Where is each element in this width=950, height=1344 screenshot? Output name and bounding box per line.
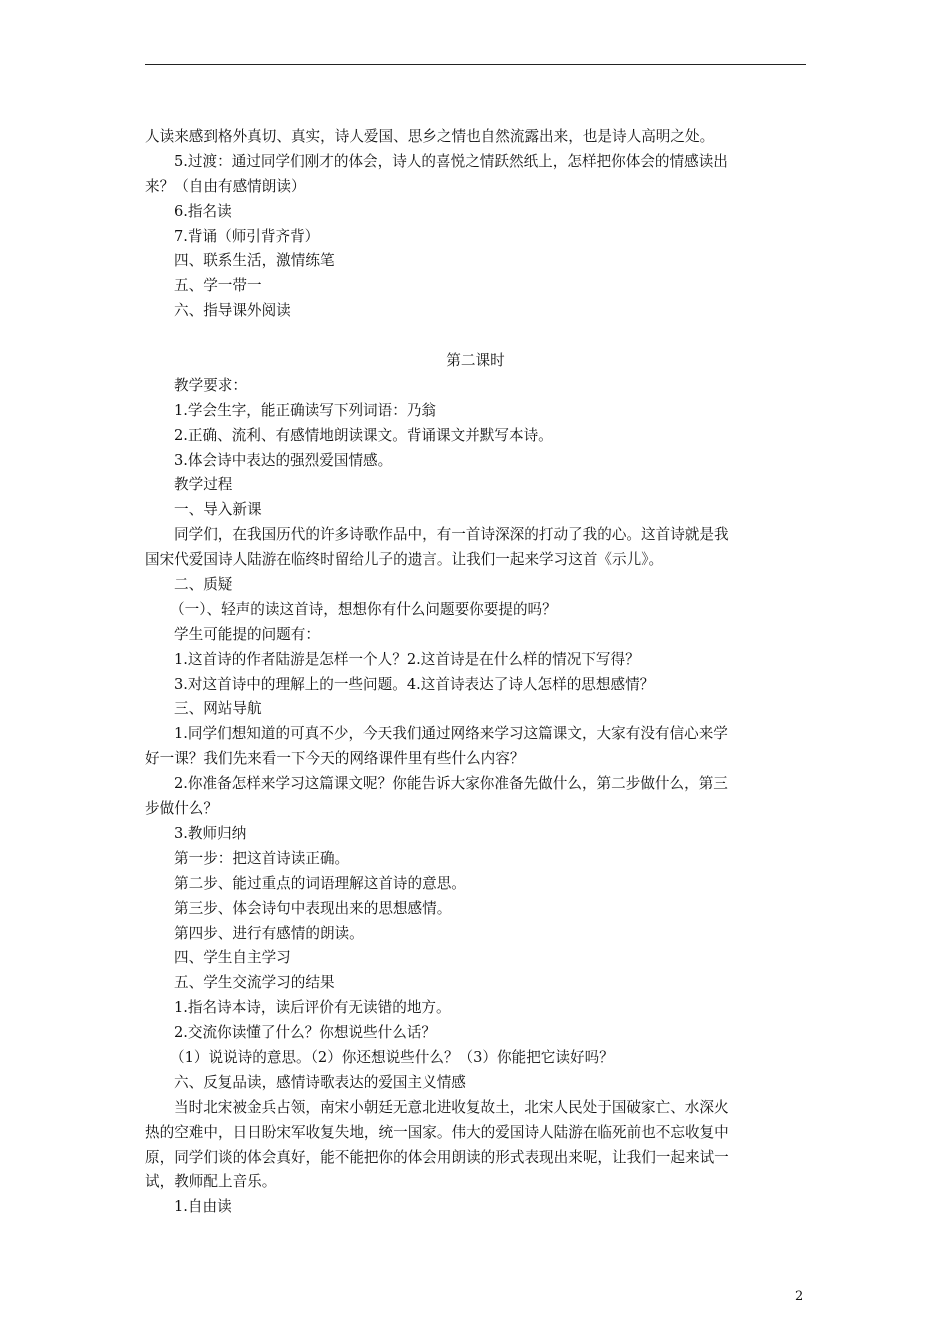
body-line: 六、指导课外阅读 (174, 302, 291, 320)
body-line: 步做什么？ (145, 800, 218, 818)
body-line: （一）、轻声的读这首诗，想想你有什么问题要你要提的吗？ (170, 600, 557, 618)
body-line: 五、学一带一 (174, 277, 262, 295)
body-line: 一、导入新课 (174, 501, 262, 519)
body-line: 国宋代爱国诗人陆游在临终时留给儿子的遗言。让我们一起来学习这首《示儿》。 (145, 551, 664, 569)
body-line: 1.这首诗的作者陆游是怎样一个人？2.这首诗是在什么样的情况下写得？ (174, 650, 640, 668)
body-line: 好一课？我们先来看一下今天的网络课件里有些什么内容？ (145, 750, 525, 768)
body-line: 六、反复品读，感情诗歌表达的爱国主义情感 (174, 1073, 466, 1091)
body-line: 2.正确、流利、有感情地朗读课文。背诵课文并默写本诗。 (174, 426, 553, 444)
body-line: 学生可能提的问题有： (174, 625, 320, 643)
body-line: 第一步：把这首诗读正确。 (174, 849, 350, 867)
body-line: 教学过程 (174, 476, 233, 494)
header-rule (145, 64, 806, 65)
body-line: 1.自由读 (174, 1198, 232, 1216)
body-line: 1.指名诗本诗，读后评价有无读错的地方。 (174, 999, 451, 1017)
body-line: 四、联系生活，激情练笔 (174, 252, 335, 270)
body-line: 第二步、能过重点的词语理解这首诗的意思。 (174, 874, 466, 892)
body-line: 来？（自由有感情朗读） (145, 177, 306, 195)
body-line: 1.同学们想知道的可真不少，今天我们通过网络来学习这篇课文，大家有没有信心来学 (174, 725, 728, 743)
body-line: （1）说说诗的意思。（2）你还想说些什么？（3）你能把它读好吗？ (170, 1048, 614, 1066)
document-body (145, 125, 806, 1220)
body-line: 当时北宋被金兵占领，南宋小朝廷无意北进收复故土，北宋人民处于国破家亡、水深火 (174, 1098, 729, 1116)
body-line: 二、质疑 (174, 576, 233, 594)
body-line: 试，教师配上音乐。 (145, 1173, 277, 1191)
body-line: 2.你准备怎样来学习这篇课文呢？你能告诉大家你准备先做什么，第二步做什么，第三 (174, 775, 728, 793)
blank-line (145, 324, 806, 349)
body-line: 7.背诵（师引背齐背） (174, 227, 320, 245)
section-title: 第二课时 (446, 352, 505, 370)
page-number: 2 (795, 1289, 804, 1304)
body-line: 第四步、进行有感情的朗读。 (174, 924, 364, 942)
body-line: 同学们，在我国历代的许多诗歌作品中，有一首诗深深的打动了我的心。这首诗就是我 (174, 526, 729, 544)
body-line: 3.教师归纳 (174, 824, 247, 842)
body-line: 6.指名读 (174, 202, 232, 220)
body-line: 五、学生交流学习的结果 (174, 974, 335, 992)
body-line: 3.对这首诗中的理解上的一些问题。4.这首诗表达了诗人怎样的思想感情？ (174, 675, 655, 693)
body-line: 5.过渡：通过同学们刚才的体会，诗人的喜悦之情跃然纸上，怎样把你体会的情感读出 (174, 152, 728, 170)
body-line: 3.体会诗中表达的强烈爱国情感。 (174, 451, 393, 469)
body-line: 原，同学们谈的体会真好，能不能把你的体会用朗读的形式表现出来呢，让我们一起来试一 (145, 1148, 729, 1166)
body-line: 1.学会生字，能正确读写下列词语：乃翁 (174, 401, 437, 419)
body-line: 热的空难中，日日盼宋军收复失地，统一国家。伟大的爱国诗人陆游在临死前也不忘收复中 (145, 1123, 729, 1141)
body-line: 第三步、体会诗句中表现出来的思想感情。 (174, 899, 452, 917)
body-line: 三、网站导航 (174, 700, 262, 718)
body-line: 教学要求： (174, 376, 247, 394)
body-line: 2.交流你读懂了什么？你想说些什么话？ (174, 1024, 437, 1042)
body-line: 四、学生自主学习 (174, 949, 291, 967)
body-line: 人读来感到格外真切、真实，诗人爱国、思乡之情也自然流露出来，也是诗人高明之处。 (145, 128, 715, 145)
